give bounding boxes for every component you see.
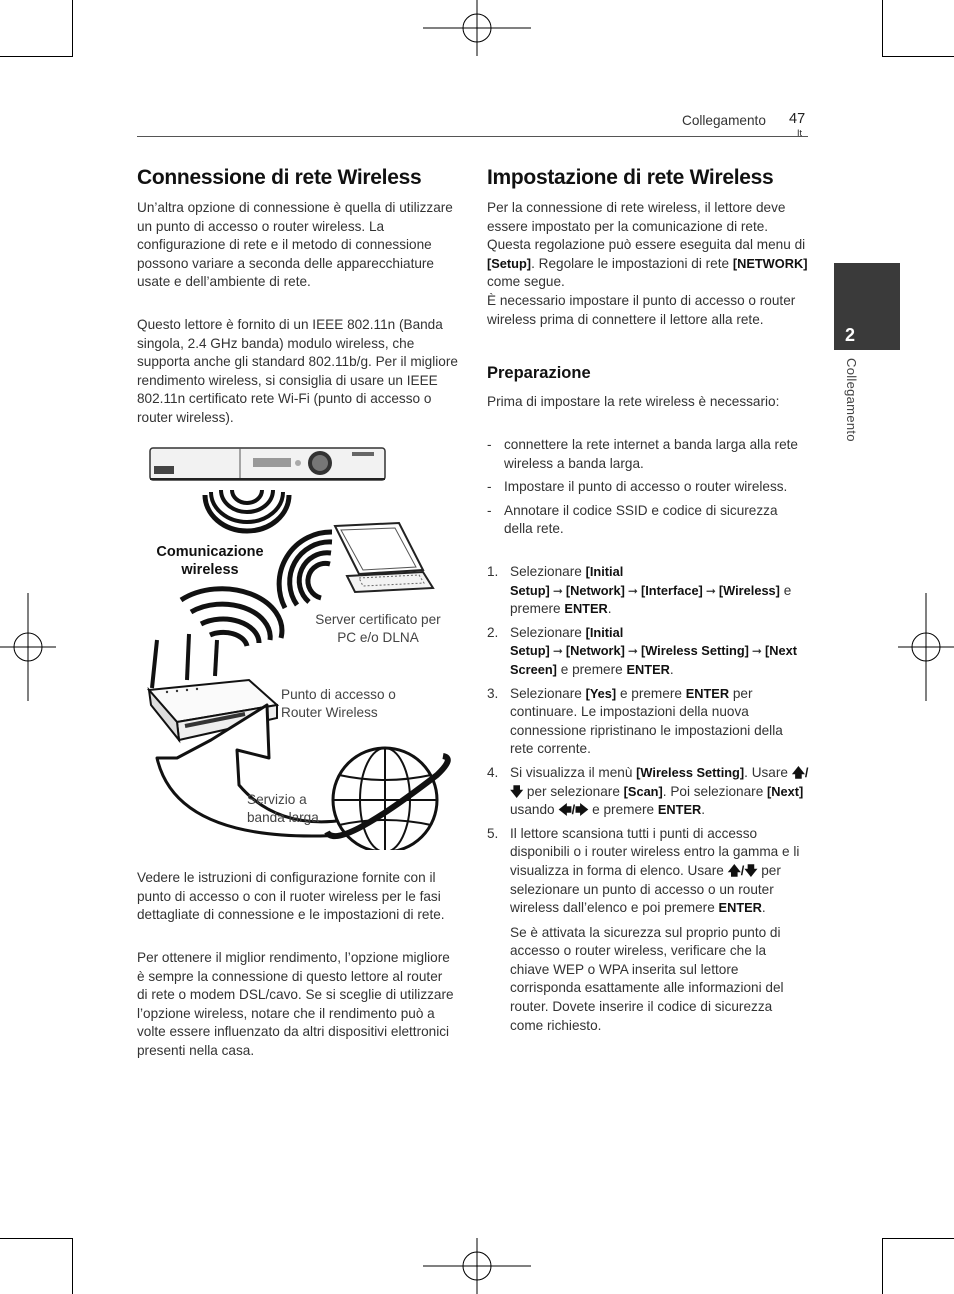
label-broadband: Servizio a banda larga — [247, 792, 319, 825]
page-number: 47 — [789, 111, 806, 127]
left-paragraph-3: Vedere le istruzioni di configurazione fornite con il punto di accesso o con il ruoter wireless per le fasi dettagliate di connessione e le impostazioni di rete. — [137, 870, 445, 923]
right-heading: Impostazione di rete Wireless — [487, 166, 774, 189]
step-5: 5. Il lettore scansiona tutti i punti di accesso disponibili o i router wireless entro la gamma e li visualizza in forma di elenco. Usare 🡅/🡇 per selezionare un punto di accesso o un router wireless dall’elenco e poi premere ENTER. Se è attivata la sicurezza sul proprio punto di accesso o router wireless, verificare che la chiave WEP o WPA inserita sul lettore corrisponda esattamente alle informazioni del router. Dovete inserire il codice di sicurezza come richiesto. — [487, 825, 809, 1036]
preparation-intro: Prima di impostare la rete wireless è necessario: — [487, 394, 780, 409]
left-paragraph-2: Questo lettore è fornito di un IEEE 802.11n (Banda singola, 2.4 GHz banda) modulo wireless, che supporta anche gli standard 802.11b/g. Per il migliore rendimento wireless, si consiglia di usare un IEEE 802.11n certificato rete Wi-Fi (punto di accesso o router wireless). — [137, 317, 458, 425]
right-paragraph-1: Per la connessione di rete wireless, il lettore deve essere impostato per la comunicazione di rete. Questa regolazione può essere eseguita dal menu di [Setup]. Regolare le impostazioni di rete [NETWORK] come segue. — [487, 200, 808, 290]
steps-list — [487, 563, 809, 1040]
left-heading: Connessione di rete Wireless — [137, 166, 422, 189]
subheading-preparazione: Preparazione — [487, 364, 591, 382]
step-3: 3. Selezionare [Yes] e premere ENTER per continuare. Le impostazioni della nuova connessione ripristinano le impostazioni della rete corrente. — [487, 685, 783, 757]
up-down-arrows-icon: 🡅/🡇 — [727, 862, 758, 878]
chapter-tab — [834, 263, 900, 350]
step-5-note: Se è attivata la sicurezza sul proprio punto di accesso o router wireless, verificare che la chiave WEP o WPA inserita sul lettore corrisponda esattamente alle informazioni del router. Dovete inserire il codice di sicurezza come richiesto. — [510, 924, 784, 1033]
language-code: It — [797, 128, 803, 138]
player-device-icon — [150, 448, 385, 480]
up-down-arrows-icon: 🡅/🡇 — [510, 764, 809, 799]
wireless-waves-laptop — [279, 532, 332, 608]
chapter-tab-label: Collegamento — [844, 358, 859, 442]
step-2: 2. Selezionare [Initial Setup] ➞ [Network] ➞ [Wireless Setting] ➞ [Next Screen] e premere ENTER. — [487, 624, 797, 677]
left-paragraph-4: Per ottenere il miglior rendimento, l’opzione migliore è sempre la connessione di questo lettore al router di rete o modem DSL/cavo. Se si sceglie di utilizzare l’opzione wireless, notare che il rendimento può a volte essere influenzato da altri dispositivi elettronici presenti nella casa. — [137, 950, 454, 1058]
step-4: 4. Si visualizza il menù [Wireless Setting]. Usare 🡅/🡇 per selezionare [Scan]. Poi selezionare [Next] usando 🡄/🡆 e premere ENTER. — [487, 764, 809, 818]
label-server: Server certificato per PC e/o DLNA — [315, 612, 441, 645]
requirements-list — [487, 436, 809, 544]
list-item: - Impostare il punto di accesso o router wireless. — [487, 479, 788, 495]
left-right-arrows-icon: 🡄/🡆 — [558, 802, 589, 818]
right-paragraph-2: È necessario impostare il punto di accesso o router wireless prima di connettere il lettore alla rete. — [487, 293, 796, 327]
label-wireless-communication: Comunicazione wireless — [156, 544, 264, 578]
label-router: Punto di accesso o Router Wireless — [281, 687, 396, 720]
step-1: 1. Selezionare [Initial Setup] ➞ [Network] ➞ [Interface] ➞ [Wireless] e premere ENTER. — [487, 564, 792, 617]
list-item: - Annotare il codice SSID e codice di sicurezza della rete. — [487, 502, 778, 537]
header-rule — [137, 136, 808, 137]
wireless-waves-player — [205, 490, 289, 531]
laptop-icon — [335, 523, 433, 592]
running-header: Collegamento — [682, 113, 766, 128]
left-paragraph-1: Un’altra opzione di connessione è quella di utilizzare un punto di accesso o router wireless. La configurazione di rete e il metodo di connessione possono variare a seconda delle apparecchiature usate e dell’ambiente di rete. — [137, 200, 453, 290]
list-item: - connettere la rete internet a banda larga alla rete wireless a banda larga. — [487, 437, 798, 471]
chapter-number: 2 — [844, 325, 855, 345]
wireless-waves-router — [181, 589, 282, 646]
